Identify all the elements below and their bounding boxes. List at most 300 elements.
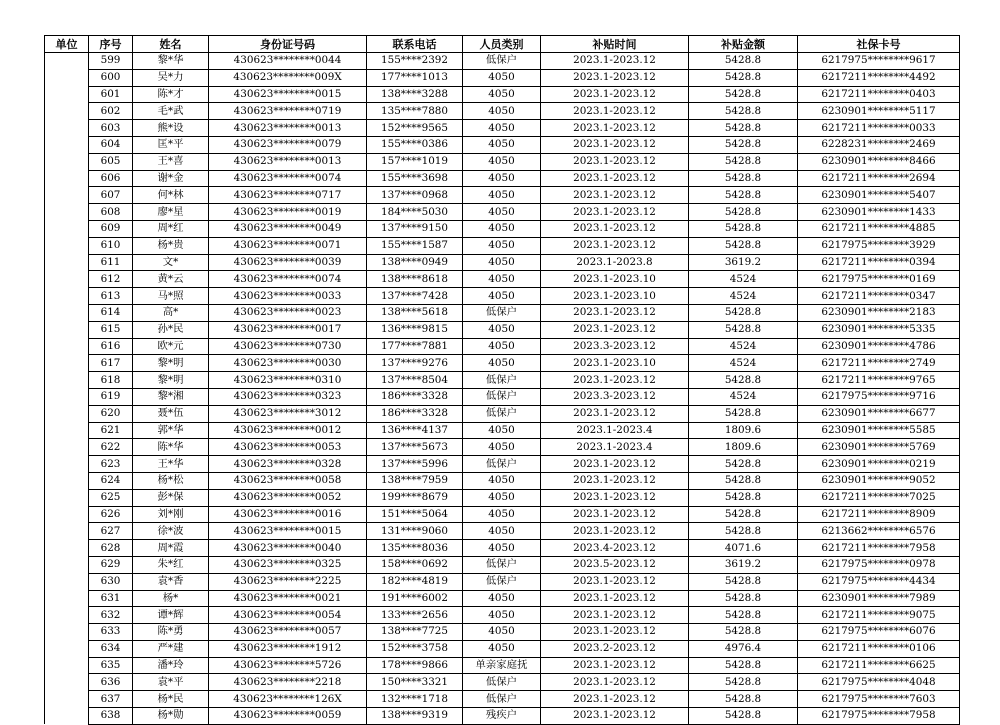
name-cell: 聂*伍 <box>133 405 209 422</box>
id-number-cell: 430623********0074 <box>209 271 367 288</box>
seq-cell: 635 <box>89 657 133 674</box>
social-security-card-cell: 6217211********2749 <box>798 355 960 372</box>
subsidy-amount-cell: 5428.8 <box>689 153 798 170</box>
social-security-card-cell: 6230901********5335 <box>798 321 960 338</box>
id-number-cell: 430623********0323 <box>209 388 367 405</box>
category-cell: 4050 <box>463 640 541 657</box>
category-cell: 4050 <box>463 472 541 489</box>
name-cell: 王*华 <box>133 456 209 473</box>
id-number-cell: 430623********0044 <box>209 53 367 70</box>
social-security-card-cell: 6228231********2469 <box>798 136 960 153</box>
id-number-cell: 430623********0016 <box>209 506 367 523</box>
subsidy-amount-header: 补贴金额 <box>689 36 798 53</box>
category-cell: 低保户 <box>463 53 541 70</box>
seq-cell: 615 <box>89 321 133 338</box>
id-number-cell: 430623********126X <box>209 691 367 708</box>
subsidy-amount-cell: 5428.8 <box>689 321 798 338</box>
id-number-cell: 430623********0310 <box>209 372 367 389</box>
phone-cell: 150****3321 <box>367 674 463 691</box>
social-security-card-cell: 6217975********9716 <box>798 388 960 405</box>
social-security-card-cell: 6217211********0403 <box>798 86 960 103</box>
subsidy-amount-cell: 5428.8 <box>689 472 798 489</box>
phone-cell: 136****9815 <box>367 321 463 338</box>
seq-cell: 614 <box>89 304 133 321</box>
subsidy-period-cell: 2023.1-2023.12 <box>541 204 689 221</box>
seq-cell: 637 <box>89 691 133 708</box>
subsidy-amount-cell: 5428.8 <box>689 573 798 590</box>
id-number-cell: 430623********0079 <box>209 136 367 153</box>
category-cell: 低保户 <box>463 304 541 321</box>
unit-cell <box>45 53 89 725</box>
name-cell: 马*照 <box>133 288 209 305</box>
seq-cell: 601 <box>89 86 133 103</box>
subsidy-period-cell: 2023.1-2023.10 <box>541 355 689 372</box>
social-security-card-cell: 6217211********0106 <box>798 640 960 657</box>
category-cell: 4050 <box>463 523 541 540</box>
subsidy-amount-cell: 5428.8 <box>689 590 798 607</box>
subsidy-period-cell: 2023.1-2023.12 <box>541 657 689 674</box>
subsidy-period-cell: 2023.1-2023.12 <box>541 489 689 506</box>
name-cell: 毛*武 <box>133 103 209 120</box>
category-cell: 4050 <box>463 439 541 456</box>
social-security-card-cell: 6217211********0033 <box>798 120 960 137</box>
subsidy-period-cell: 2023.1-2023.12 <box>541 456 689 473</box>
seq-cell: 619 <box>89 388 133 405</box>
id-number-cell: 430623********2225 <box>209 573 367 590</box>
seq-cell: 627 <box>89 523 133 540</box>
phone-cell: 136****4137 <box>367 422 463 439</box>
category-cell: 4050 <box>463 506 541 523</box>
name-cell: 高* <box>133 304 209 321</box>
subsidy-amount-cell: 5428.8 <box>689 120 798 137</box>
subsidy-amount-cell: 4976.4 <box>689 640 798 657</box>
social-security-card-cell: 6230901********8466 <box>798 153 960 170</box>
table-row <box>45 388 960 405</box>
social-security-card-cell: 6217975********0169 <box>798 271 960 288</box>
subsidy-period-cell: 2023.1-2023.12 <box>541 708 689 725</box>
category-cell: 4050 <box>463 170 541 187</box>
table-row <box>45 590 960 607</box>
id-number-cell: 430623********0013 <box>209 153 367 170</box>
phone-cell: 177****7881 <box>367 338 463 355</box>
subsidy-amount-cell: 4524 <box>689 388 798 405</box>
subsidy-amount-cell: 5428.8 <box>689 204 798 221</box>
name-cell: 陈*勇 <box>133 624 209 641</box>
social-security-card-cell: 6217211********7025 <box>798 489 960 506</box>
phone-cell: 133****2656 <box>367 607 463 624</box>
table-row <box>45 338 960 355</box>
name-cell: 陈*华 <box>133 439 209 456</box>
seq-cell: 603 <box>89 120 133 137</box>
name-cell: 袁*平 <box>133 674 209 691</box>
phone-cell: 186****3328 <box>367 388 463 405</box>
seq-cell: 624 <box>89 472 133 489</box>
subsidy-period-header: 补贴时间 <box>541 36 689 53</box>
subsidy-amount-cell: 4071.6 <box>689 540 798 557</box>
phone-cell: 137****8504 <box>367 372 463 389</box>
subsidy-amount-cell: 5428.8 <box>689 53 798 70</box>
category-cell: 低保户 <box>463 674 541 691</box>
table-row <box>45 120 960 137</box>
id-number-cell: 430623********0030 <box>209 355 367 372</box>
table-row <box>45 254 960 271</box>
seq-cell: 612 <box>89 271 133 288</box>
subsidy-period-cell: 2023.1-2023.12 <box>541 53 689 70</box>
phone-cell: 155****3698 <box>367 170 463 187</box>
social-security-card-cell: 6217975********4434 <box>798 573 960 590</box>
phone-cell: 155****1587 <box>367 237 463 254</box>
id-number-cell: 430623********0021 <box>209 590 367 607</box>
table-row <box>45 204 960 221</box>
social-security-card-header: 社保卡号 <box>798 36 960 53</box>
social-security-card-cell: 6230901********6677 <box>798 405 960 422</box>
subsidy-amount-cell: 5428.8 <box>689 708 798 725</box>
social-security-card-cell: 6230901********2183 <box>798 304 960 321</box>
id-number-cell: 430623********0015 <box>209 86 367 103</box>
seq-cell: 631 <box>89 590 133 607</box>
category-cell: 4050 <box>463 540 541 557</box>
subsidy-period-cell: 2023.1-2023.12 <box>541 153 689 170</box>
social-security-card-cell: 6217211********4885 <box>798 220 960 237</box>
social-security-card-cell: 6230901********0219 <box>798 456 960 473</box>
subsidy-period-cell: 2023.1-2023.4 <box>541 422 689 439</box>
name-cell: 郭*华 <box>133 422 209 439</box>
table-row <box>45 153 960 170</box>
name-cell: 严*建 <box>133 640 209 657</box>
social-security-card-cell: 6217975********9617 <box>798 53 960 70</box>
subsidy-period-cell: 2023.1-2023.8 <box>541 254 689 271</box>
name-cell: 杨*民 <box>133 691 209 708</box>
table-row <box>45 136 960 153</box>
subsidy-table-sheet <box>44 35 959 725</box>
category-cell: 低保户 <box>463 388 541 405</box>
subsidy-amount-cell: 5428.8 <box>689 691 798 708</box>
id-number-cell: 430623********0730 <box>209 338 367 355</box>
category-cell: 4050 <box>463 489 541 506</box>
table-row <box>45 187 960 204</box>
category-cell: 4050 <box>463 624 541 641</box>
social-security-card-cell: 6217975********4048 <box>798 674 960 691</box>
social-security-card-cell: 6230901********5407 <box>798 187 960 204</box>
subsidy-period-cell: 2023.1-2023.12 <box>541 691 689 708</box>
seq-cell: 617 <box>89 355 133 372</box>
seq-cell: 625 <box>89 489 133 506</box>
subsidy-amount-cell: 5428.8 <box>689 86 798 103</box>
subsidy-amount-cell: 4524 <box>689 355 798 372</box>
id-number-cell: 430623********0039 <box>209 254 367 271</box>
table-row <box>45 691 960 708</box>
subsidy-period-cell: 2023.1-2023.12 <box>541 69 689 86</box>
table-row <box>45 422 960 439</box>
id-number-cell: 430623********0040 <box>209 540 367 557</box>
name-cell: 朱*红 <box>133 556 209 573</box>
id-number-cell: 430623********0325 <box>209 556 367 573</box>
category-header: 人员类别 <box>463 36 541 53</box>
id-number-cell: 430623********0033 <box>209 288 367 305</box>
phone-cell: 199****8679 <box>367 489 463 506</box>
phone-cell: 138****7959 <box>367 472 463 489</box>
table-row <box>45 540 960 557</box>
subsidy-amount-cell: 5428.8 <box>689 506 798 523</box>
phone-cell: 135****7880 <box>367 103 463 120</box>
subsidy-amount-cell: 5428.8 <box>689 220 798 237</box>
phone-cell: 137****5673 <box>367 439 463 456</box>
seq-cell: 629 <box>89 556 133 573</box>
category-cell: 4050 <box>463 590 541 607</box>
id-number-cell: 430623********0074 <box>209 170 367 187</box>
name-cell: 王*喜 <box>133 153 209 170</box>
seq-cell: 605 <box>89 153 133 170</box>
name-cell: 熊*设 <box>133 120 209 137</box>
seq-cell: 623 <box>89 456 133 473</box>
seq-cell: 622 <box>89 439 133 456</box>
table-row <box>45 321 960 338</box>
subsidy-period-cell: 2023.1-2023.12 <box>541 187 689 204</box>
subsidy-amount-cell: 5428.8 <box>689 489 798 506</box>
category-cell: 低保户 <box>463 573 541 590</box>
phone-cell: 131****9060 <box>367 523 463 540</box>
subsidy-amount-cell: 5428.8 <box>689 103 798 120</box>
phone-cell: 138****8618 <box>367 271 463 288</box>
social-security-card-cell: 6217975********6076 <box>798 624 960 641</box>
id-number-cell: 430623********009X <box>209 69 367 86</box>
table-row <box>45 103 960 120</box>
subsidy-period-cell: 2023.1-2023.12 <box>541 136 689 153</box>
seq-cell: 600 <box>89 69 133 86</box>
subsidy-amount-cell: 3619.2 <box>689 254 798 271</box>
phone-cell: 138****5618 <box>367 304 463 321</box>
social-security-card-cell: 6217211********7958 <box>798 540 960 557</box>
seq-cell: 633 <box>89 624 133 641</box>
social-security-card-cell: 6217975********3929 <box>798 237 960 254</box>
seq-cell: 628 <box>89 540 133 557</box>
subsidy-period-cell: 2023.1-2023.12 <box>541 103 689 120</box>
name-cell: 刘*刚 <box>133 506 209 523</box>
id-number-cell: 430623********0017 <box>209 321 367 338</box>
name-cell: 孙*民 <box>133 321 209 338</box>
seq-cell: 632 <box>89 607 133 624</box>
category-cell: 4050 <box>463 422 541 439</box>
table-row <box>45 472 960 489</box>
name-cell: 匡*平 <box>133 136 209 153</box>
seq-cell: 636 <box>89 674 133 691</box>
phone-cell: 155****0386 <box>367 136 463 153</box>
phone-cell: 182****4819 <box>367 573 463 590</box>
subsidy-amount-cell: 4524 <box>689 271 798 288</box>
subsidy-period-cell: 2023.3-2023.12 <box>541 338 689 355</box>
id-number-cell: 430623********0012 <box>209 422 367 439</box>
social-security-card-cell: 6217211********0347 <box>798 288 960 305</box>
name-cell: 彭*保 <box>133 489 209 506</box>
phone-cell: 191****6002 <box>367 590 463 607</box>
name-cell: 何*林 <box>133 187 209 204</box>
subsidy-period-cell: 2023.2-2023.12 <box>541 640 689 657</box>
social-security-card-cell: 6217211********4492 <box>798 69 960 86</box>
category-cell: 4050 <box>463 288 541 305</box>
social-security-card-cell: 6217211********0394 <box>798 254 960 271</box>
phone-cell: 137****7428 <box>367 288 463 305</box>
subsidy-period-cell: 2023.1-2023.4 <box>541 439 689 456</box>
table-row <box>45 489 960 506</box>
phone-cell: 157****1019 <box>367 153 463 170</box>
social-security-card-cell: 6230901********5117 <box>798 103 960 120</box>
table-row <box>45 53 960 70</box>
table-row <box>45 640 960 657</box>
category-cell: 低保户 <box>463 456 541 473</box>
category-cell: 4050 <box>463 187 541 204</box>
phone-cell: 177****1013 <box>367 69 463 86</box>
id-number-cell: 430623********0071 <box>209 237 367 254</box>
subsidy-amount-cell: 5428.8 <box>689 456 798 473</box>
seq-cell: 638 <box>89 708 133 725</box>
category-cell: 低保户 <box>463 372 541 389</box>
subsidy-amount-cell: 5428.8 <box>689 607 798 624</box>
name-cell: 吴*力 <box>133 69 209 86</box>
table-row <box>45 220 960 237</box>
name-cell: 杨*勋 <box>133 708 209 725</box>
name-cell: 文* <box>133 254 209 271</box>
id-number-cell: 430623********0023 <box>209 304 367 321</box>
unit-header: 单位 <box>45 36 89 53</box>
category-cell: 4050 <box>463 204 541 221</box>
seq-cell: 630 <box>89 573 133 590</box>
table-row <box>45 708 960 725</box>
id-number-cell: 430623********0054 <box>209 607 367 624</box>
subsidy-table <box>44 35 960 725</box>
seq-cell: 608 <box>89 204 133 221</box>
subsidy-amount-cell: 5428.8 <box>689 69 798 86</box>
table-row <box>45 304 960 321</box>
table-row <box>45 439 960 456</box>
category-cell: 4050 <box>463 355 541 372</box>
id-number-cell: 430623********0057 <box>209 624 367 641</box>
social-security-card-cell: 6217211********2694 <box>798 170 960 187</box>
subsidy-period-cell: 2023.1-2023.12 <box>541 372 689 389</box>
name-cell: 周*霞 <box>133 540 209 557</box>
seq-cell: 611 <box>89 254 133 271</box>
name-cell: 杨*松 <box>133 472 209 489</box>
subsidy-period-cell: 2023.1-2023.10 <box>541 271 689 288</box>
social-security-card-cell: 6230901********5585 <box>798 422 960 439</box>
social-security-card-cell: 6217975********0978 <box>798 556 960 573</box>
subsidy-period-cell: 2023.4-2023.12 <box>541 540 689 557</box>
social-security-card-cell: 6230901********1433 <box>798 204 960 221</box>
seq-cell: 613 <box>89 288 133 305</box>
social-security-card-cell: 6230901********4786 <box>798 338 960 355</box>
subsidy-period-cell: 2023.5-2023.12 <box>541 556 689 573</box>
subsidy-period-cell: 2023.1-2023.12 <box>541 321 689 338</box>
category-cell: 4050 <box>463 220 541 237</box>
seq-cell: 626 <box>89 506 133 523</box>
table-row <box>45 271 960 288</box>
id-number-cell: 430623********0049 <box>209 220 367 237</box>
subsidy-amount-cell: 3619.2 <box>689 556 798 573</box>
phone-header: 联系电话 <box>367 36 463 53</box>
subsidy-period-cell: 2023.1-2023.12 <box>541 607 689 624</box>
category-cell: 4050 <box>463 69 541 86</box>
table-row <box>45 624 960 641</box>
phone-cell: 178****9866 <box>367 657 463 674</box>
subsidy-period-cell: 2023.1-2023.12 <box>541 120 689 137</box>
name-header: 姓名 <box>133 36 209 53</box>
phone-cell: 137****9150 <box>367 220 463 237</box>
subsidy-amount-cell: 5428.8 <box>689 674 798 691</box>
id-number-cell: 430623********0052 <box>209 489 367 506</box>
phone-cell: 152****3758 <box>367 640 463 657</box>
social-security-card-cell: 6230901********7989 <box>798 590 960 607</box>
table-row <box>45 556 960 573</box>
header-row <box>45 36 960 53</box>
subsidy-period-cell: 2023.1-2023.12 <box>541 674 689 691</box>
name-cell: 黎*华 <box>133 53 209 70</box>
name-cell: 潘*玲 <box>133 657 209 674</box>
subsidy-amount-cell: 5428.8 <box>689 372 798 389</box>
subsidy-period-cell: 2023.1-2023.12 <box>541 573 689 590</box>
subsidy-amount-cell: 4524 <box>689 288 798 305</box>
table-row <box>45 506 960 523</box>
category-cell: 4050 <box>463 321 541 338</box>
name-cell: 黎*明 <box>133 372 209 389</box>
category-cell: 低保户 <box>463 405 541 422</box>
phone-cell: 138****7725 <box>367 624 463 641</box>
phone-cell: 152****9565 <box>367 120 463 137</box>
subsidy-amount-cell: 5428.8 <box>689 405 798 422</box>
subsidy-amount-cell: 5428.8 <box>689 304 798 321</box>
table-row <box>45 573 960 590</box>
name-cell: 陈*才 <box>133 86 209 103</box>
subsidy-period-cell: 2023.1-2023.12 <box>541 472 689 489</box>
id-number-header: 身份证号码 <box>209 36 367 53</box>
category-cell: 低保户 <box>463 691 541 708</box>
seq-cell: 634 <box>89 640 133 657</box>
subsidy-period-cell: 2023.1-2023.12 <box>541 86 689 103</box>
subsidy-amount-cell: 5428.8 <box>689 187 798 204</box>
seq-cell: 609 <box>89 220 133 237</box>
social-security-card-cell: 6230901********5769 <box>798 439 960 456</box>
seq-cell: 599 <box>89 53 133 70</box>
subsidy-period-cell: 2023.1-2023.12 <box>541 523 689 540</box>
name-cell: 黎*湘 <box>133 388 209 405</box>
id-number-cell: 430623********0053 <box>209 439 367 456</box>
table-row <box>45 86 960 103</box>
subsidy-amount-cell: 5428.8 <box>689 657 798 674</box>
name-cell: 黄*云 <box>133 271 209 288</box>
id-number-cell: 430623********5726 <box>209 657 367 674</box>
phone-cell: 138****9319 <box>367 708 463 725</box>
name-cell: 谭*辉 <box>133 607 209 624</box>
category-cell: 4050 <box>463 338 541 355</box>
name-cell: 袁*香 <box>133 573 209 590</box>
subsidy-amount-cell: 5428.8 <box>689 523 798 540</box>
table-row <box>45 355 960 372</box>
phone-cell: 186****3328 <box>367 405 463 422</box>
category-cell: 4050 <box>463 237 541 254</box>
category-cell: 4050 <box>463 607 541 624</box>
table-row <box>45 288 960 305</box>
subsidy-period-cell: 2023.1-2023.12 <box>541 237 689 254</box>
social-security-card-cell: 6217211********8909 <box>798 506 960 523</box>
social-security-card-cell: 6230901********9052 <box>798 472 960 489</box>
category-cell: 4050 <box>463 86 541 103</box>
subsidy-period-cell: 2023.1-2023.10 <box>541 288 689 305</box>
subsidy-period-cell: 2023.1-2023.12 <box>541 170 689 187</box>
subsidy-amount-cell: 5428.8 <box>689 170 798 187</box>
table-row <box>45 523 960 540</box>
social-security-card-cell: 6217211********6625 <box>798 657 960 674</box>
name-cell: 黎*明 <box>133 355 209 372</box>
subsidy-period-cell: 2023.1-2023.12 <box>541 405 689 422</box>
social-security-card-cell: 6213662********6576 <box>798 523 960 540</box>
